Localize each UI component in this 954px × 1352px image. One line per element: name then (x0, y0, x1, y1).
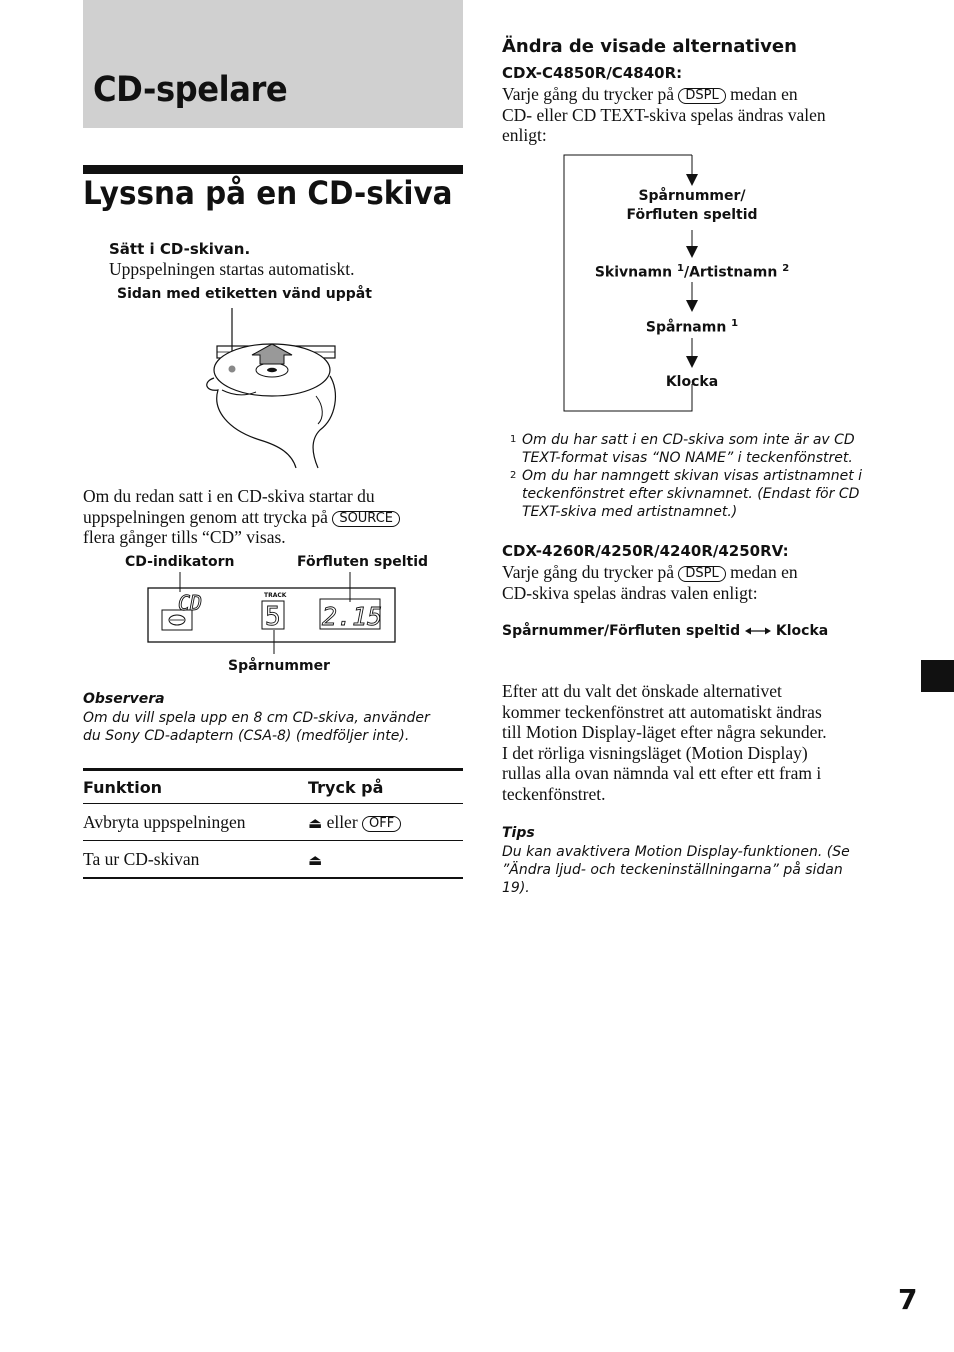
para-a-line3: enligt: (502, 125, 547, 145)
tips-line: 19). (502, 880, 530, 896)
table-header-row (83, 770, 463, 804)
double-arrow-icon (745, 626, 771, 636)
para-a-line1-post: medan en (730, 84, 798, 104)
section-title: CD-spelare (93, 70, 288, 110)
flow-step-3 (565, 318, 819, 336)
cd-insert-illustration (200, 300, 345, 470)
para-c (502, 681, 882, 804)
para-a-line2: CD- eller CD TEXT-skiva spelas ändras valen (502, 104, 826, 125)
label-cd-indicator: CD-indikatorn (125, 554, 235, 570)
col-press-header: Tryck på (308, 770, 463, 804)
observe-line1: Om du vill spela upp en 8 cm CD-skiva, använder (83, 710, 430, 726)
page-number: 7 (898, 1283, 918, 1316)
illustration-label: Sidan med etiketten vänd uppåt (117, 286, 372, 302)
flow-diagram (565, 188, 819, 398)
resume-line2 (83, 507, 463, 528)
function-table (83, 768, 463, 879)
footnote-2-line2: teckenfönstret efter skivnamnet. (Endast för CD (522, 486, 860, 502)
lcd-track-tag: TRACK (264, 592, 287, 599)
footnote-2-line1: Om du har namngett skivan visas artistnamnet i (522, 468, 863, 484)
observe-text (83, 709, 463, 745)
eject-icon[interactable]: ⏏ (308, 813, 323, 832)
dspl-button[interactable]: DSPL (678, 88, 725, 104)
resume-line2-text: uppspelningen genom att trycka på (83, 506, 328, 527)
flow-footnote-mark: 1 (677, 263, 684, 274)
page-heading: Lyssna på en CD-skiva (83, 174, 453, 212)
label-track-number: Spårnummer (228, 658, 330, 674)
para-a-line1 (502, 84, 882, 105)
para-a-line1-pre: Varje gång du trycker på (502, 84, 675, 104)
tips-line: ”Ändra ljud- och teckeninställningarna” på sidan (502, 862, 843, 878)
flow-footnote-mark: 2 (782, 263, 790, 274)
toggle-right: Klocka (775, 623, 829, 639)
footnote-1-line2: TEXT-format visas “NO NAME” i teckenfönstret. (522, 450, 853, 466)
resume-line1: Om du redan satt i en CD-skiva startar du (83, 486, 375, 506)
table-cell-press (308, 841, 463, 879)
para-b-line1-post: medan en (730, 562, 798, 582)
tips-title: Tips (502, 825, 535, 841)
heading-rule (83, 165, 463, 174)
table-cell-press (308, 804, 463, 841)
toggle-left: Spårnummer/Förfluten speltid (502, 623, 741, 639)
resume-paragraph (83, 486, 463, 548)
para-c-line: teckenfönstret. (502, 783, 606, 804)
para-b-line1-pre: Varje gång du trycker på (502, 562, 675, 582)
model-b-label: CDX-4260R/4250R/4240R/4250RV: (502, 542, 789, 560)
flow-step-2-disc: Skivnamn (594, 264, 673, 281)
observe-line2: du Sony CD-adaptern (CSA-8) (medföljer inte). (83, 728, 410, 744)
flow-step-2-artist: /Artistnamn (683, 264, 778, 281)
para-c-line: kommer teckenfönstret att automatiskt ändras (502, 701, 822, 722)
resume-line3: flera gånger tills “CD” visas. (83, 527, 286, 547)
label-elapsed-time: Förfluten speltid (297, 554, 429, 570)
flow-step-3-text: Spårnamn (645, 319, 727, 336)
observe-title: Observera (83, 691, 165, 707)
col-function-header: Funktion (83, 770, 308, 804)
lcd-elapsed-time: 2.15 (322, 602, 383, 631)
para-a (502, 84, 882, 146)
off-button[interactable]: OFF (362, 816, 401, 832)
flow-footnote-mark: 1 (731, 318, 739, 329)
eject-icon[interactable]: ⏏ (308, 850, 323, 869)
source-button[interactable]: SOURCE (332, 511, 400, 527)
flow-step-1a: Spårnummer/ (638, 188, 746, 204)
lcd-cd-text: CD (178, 591, 203, 615)
lcd-track-number: 5 (265, 602, 281, 632)
table-row (83, 804, 463, 841)
footnote-2-line3: TEXT-skiva med artistnamnet.) (522, 504, 738, 520)
para-c-line: till Motion Display-läget efter några sekunder. (502, 722, 827, 742)
para-c-line: Efter att du valt det önskade alternativet (502, 681, 782, 701)
step-title: Sätt i CD-skivan. (109, 240, 251, 258)
table-cell-function: Avbryta uppspelningen (83, 804, 308, 841)
table-cell-function: Ta ur CD-skivan (83, 841, 308, 879)
thumb-index-tab (921, 660, 954, 692)
or-text: eller (326, 811, 358, 832)
flow-step-1b: Förfluten speltid (626, 207, 758, 223)
tips-line: Du kan avaktivera Motion Display-funktionen. (Se (502, 844, 850, 860)
footnote-1-mark: 1 (510, 434, 517, 445)
footnote-1 (522, 431, 902, 467)
tips-text (502, 843, 882, 897)
para-c-line: rullas alla ovan nämnda val ett efter ett fram i (502, 763, 822, 783)
flow-step-4: Klocka (665, 374, 719, 390)
para-b (502, 562, 882, 603)
lcd-display-diagram (140, 570, 400, 656)
right-heading: Ändra de visade alternativen (502, 36, 797, 57)
footnote-1-line1: Om du har satt i en CD-skiva som inte är av CD (522, 432, 855, 448)
table-row (83, 841, 463, 879)
para-b-line1 (502, 562, 882, 583)
step-text: Uppspelningen startas automatiskt. (109, 259, 355, 279)
para-b-line2: CD-skiva spelas ändras valen enligt: (502, 582, 758, 603)
toggle-line (502, 623, 828, 639)
dspl-button[interactable]: DSPL (678, 566, 725, 582)
footnote-2-mark: 2 (510, 470, 517, 481)
model-a-label: CDX-C4850R/C4840R: (502, 64, 683, 82)
footnote-2 (522, 467, 902, 521)
flow-step-2 (565, 263, 819, 281)
para-c-line: I det rörliga visningsläget (Motion Display) (502, 742, 808, 763)
